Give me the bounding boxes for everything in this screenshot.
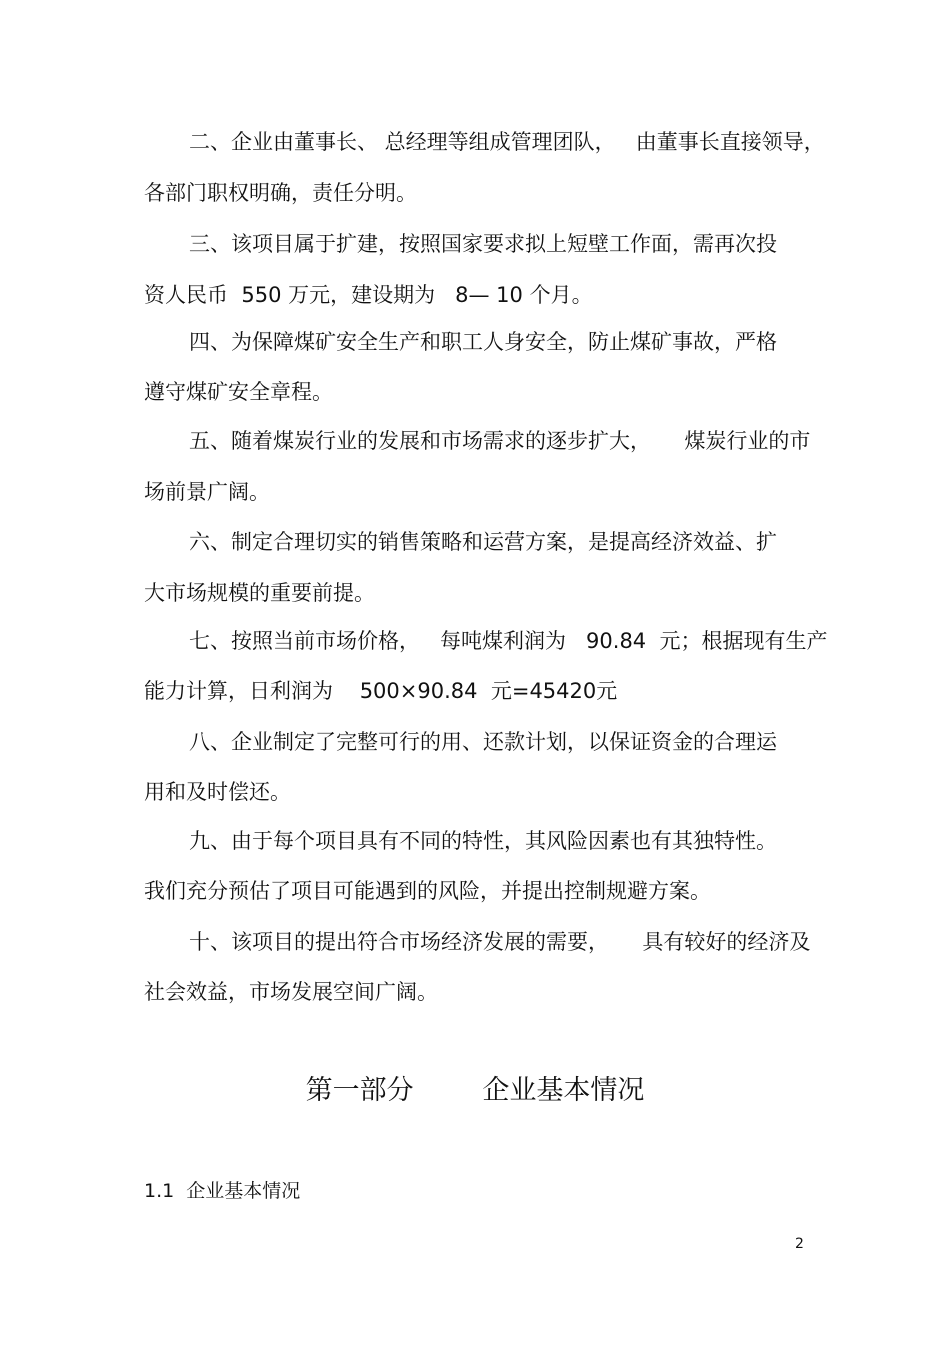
paragraph-7-line-1: 七、按照当前市场价格， 每吨煤利润为 90.84 元；根据现有生产 — [189, 629, 828, 653]
paragraph-6-line-1: 六、制定合理切实的销售策略和运营方案，是提高经济效益、扩 — [189, 530, 777, 554]
paragraph-3-line-1: 三、该项目属于扩建，按照国家要求拟上短壁工作面，需再次投 — [189, 232, 777, 256]
paragraph-5-line-2: 场前景广阔。 — [144, 480, 270, 504]
paragraph-4-line-2: 遵守煤矿安全章程。 — [144, 380, 333, 404]
section-title: 第一部分 企业基本情况 — [305, 1075, 645, 1106]
paragraph-8-line-1: 八、企业制定了完整可行的用、还款计划，以保证资金的合理运 — [189, 730, 777, 754]
paragraph-9-line-2: 我们充分预估了项目可能遇到的风险，并提出控制规避方案。 — [144, 879, 711, 903]
subsection-title: 1.1 企业基本情况 — [144, 1180, 301, 1202]
paragraph-2-line-2: 各部门职权明确，责任分明。 — [144, 181, 417, 205]
paragraph-9-line-1: 九、由于每个项目具有不同的特性，其风险因素也有其独特性。 — [189, 829, 777, 853]
paragraph-6-line-2: 大市场规模的重要前提。 — [144, 581, 375, 605]
paragraph-5-line-1: 五、随着煤炭行业的发展和市场需求的逐步扩大， 煤炭行业的市 — [189, 429, 811, 453]
paragraph-7-line-2: 能力计算，日利润为 500×90.84 元=45420元 — [144, 679, 618, 703]
paragraph-2-line-1: 二、企业由董事长、 总经理等组成管理团队， 由董事长直接领导， — [189, 130, 825, 154]
paragraph-10-line-1: 十、该项目的提出符合市场经济发展的需要， 具有较好的经济及 — [189, 930, 811, 954]
paragraph-10-line-2: 社会效益，市场发展空间广阔。 — [144, 980, 438, 1004]
paragraph-8-line-2: 用和及时偿还。 — [144, 780, 291, 804]
paragraph-3-line-2: 资人民币 550 万元，建设期为 8— 10 个月。 — [144, 283, 593, 307]
page-number: 2 — [795, 1236, 804, 1252]
paragraph-4-line-1: 四、为保障煤矿安全生产和职工人身安全，防止煤矿事故，严格 — [189, 330, 777, 354]
